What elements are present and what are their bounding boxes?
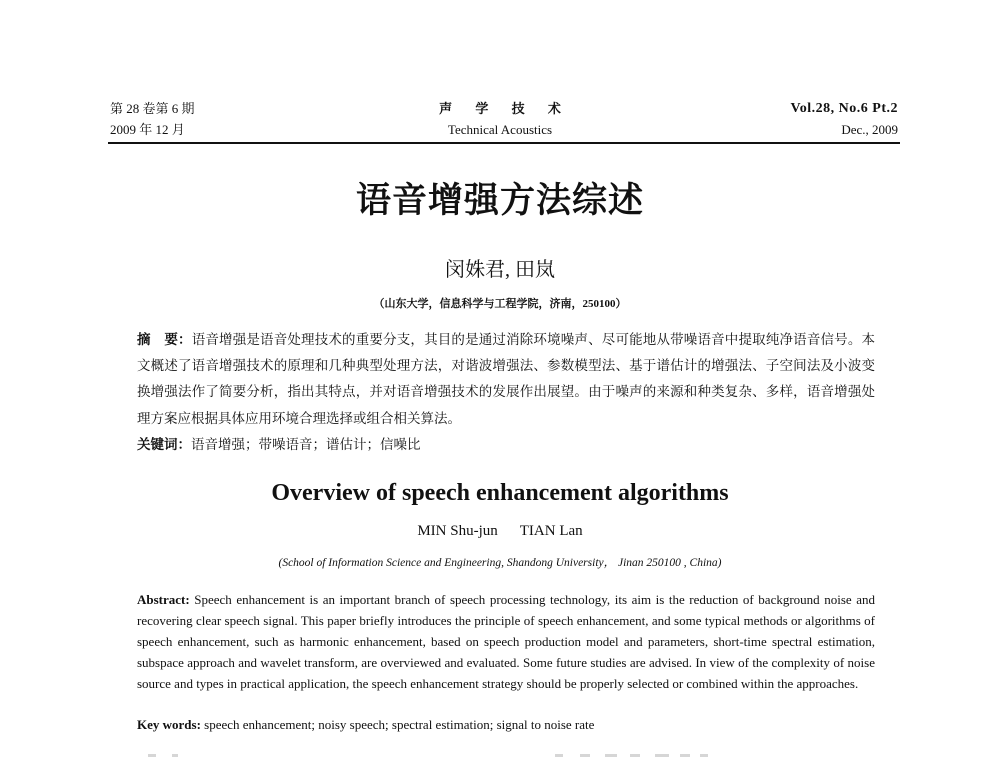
keywords-text-cn: 语音增强；带噪语音；谱估计；信噪比 (191, 437, 421, 452)
abstract-en (137, 589, 875, 694)
abstract-text-cn: 语音增强是语音处理技术的重要分支，其目的是通过消除环境噪声、尽可能地从带噪语音中提取纯净语音信号。本文概述了语音增强技术的原理和几种典型处理方法，对谐波增强法、参数模型法、基于谱估计的增强法、子空间法及小波变换增强法作了简要分析，指出其特点，并对语音增强技术的发展作出展望。由于噪声的来源和种类复杂、多样，语音增强处理方案应根据具体应用环境合理选择或组合相关算法。 (137, 332, 876, 426)
keywords-en (137, 714, 875, 735)
abstract-text-en: Speech enhancement is an important branch of speech processing technology, its aim is the reduction of background noise and recovering clear speech signal. This paper briefly introduces the principle of speech enhancement, and some typical methods or algorithms of speech enhancement, such as harmonic enhancement, based on speech production model and parameters, short-time spectral estimation, subspace approach and wavelet transform, are overviewed and evaluated. Some future studies are advised. In view of the complexity of noise source and types in practical application, the speech enhancement strategy should be properly selected or combined within the approaches. (137, 592, 875, 691)
header-volume-en: Vol.28, No.6 Pt.2 (790, 101, 898, 116)
abstract-label-en: Abstract: (137, 592, 190, 607)
author-2-en: TIAN Lan (519, 523, 583, 539)
header-volume-info (790, 101, 898, 143)
header-journal-name (400, 101, 600, 143)
keywords-text-en: speech enhancement; noisy speech; spectral estimation; signal to noise rate (200, 717, 595, 732)
affiliation-cn: （山东大学，信息科学与工程学院，济南，250100） (373, 298, 627, 310)
header-rule (108, 142, 900, 144)
authors-en (0, 521, 1000, 541)
author-1-en: MIN Shu-jun (417, 523, 498, 539)
header-date-en: Dec., 2009 (841, 122, 898, 137)
keywords-cn (137, 432, 875, 458)
abstract-cn (137, 327, 875, 432)
cut-off-next-line (0, 752, 1000, 760)
paper-title-en: Overview of speech enhancement algorithms (271, 480, 729, 506)
journal-name-en: Technical Acoustics (447, 122, 553, 137)
abstract-label-cn: 摘 要： (137, 332, 192, 347)
affiliation-en: (School of Information Science and Engineering, Shandong University， Jinan 250100 , China) (278, 557, 722, 569)
header-volume-issue: 第 28 卷第 6 期 (110, 101, 195, 116)
paper-title-cn: 语音增强方法综述 (355, 180, 644, 221)
keywords-label-cn: 关键词： (137, 437, 191, 452)
keywords-label-en: Key words: (137, 717, 201, 732)
journal-name-cn: 声 学 技 术 (439, 101, 571, 116)
header-date-cn: 2009 年 12 月 (110, 122, 185, 137)
header-issue-info (110, 101, 195, 143)
authors-cn: 闵姝君, 田岚 (445, 259, 555, 281)
